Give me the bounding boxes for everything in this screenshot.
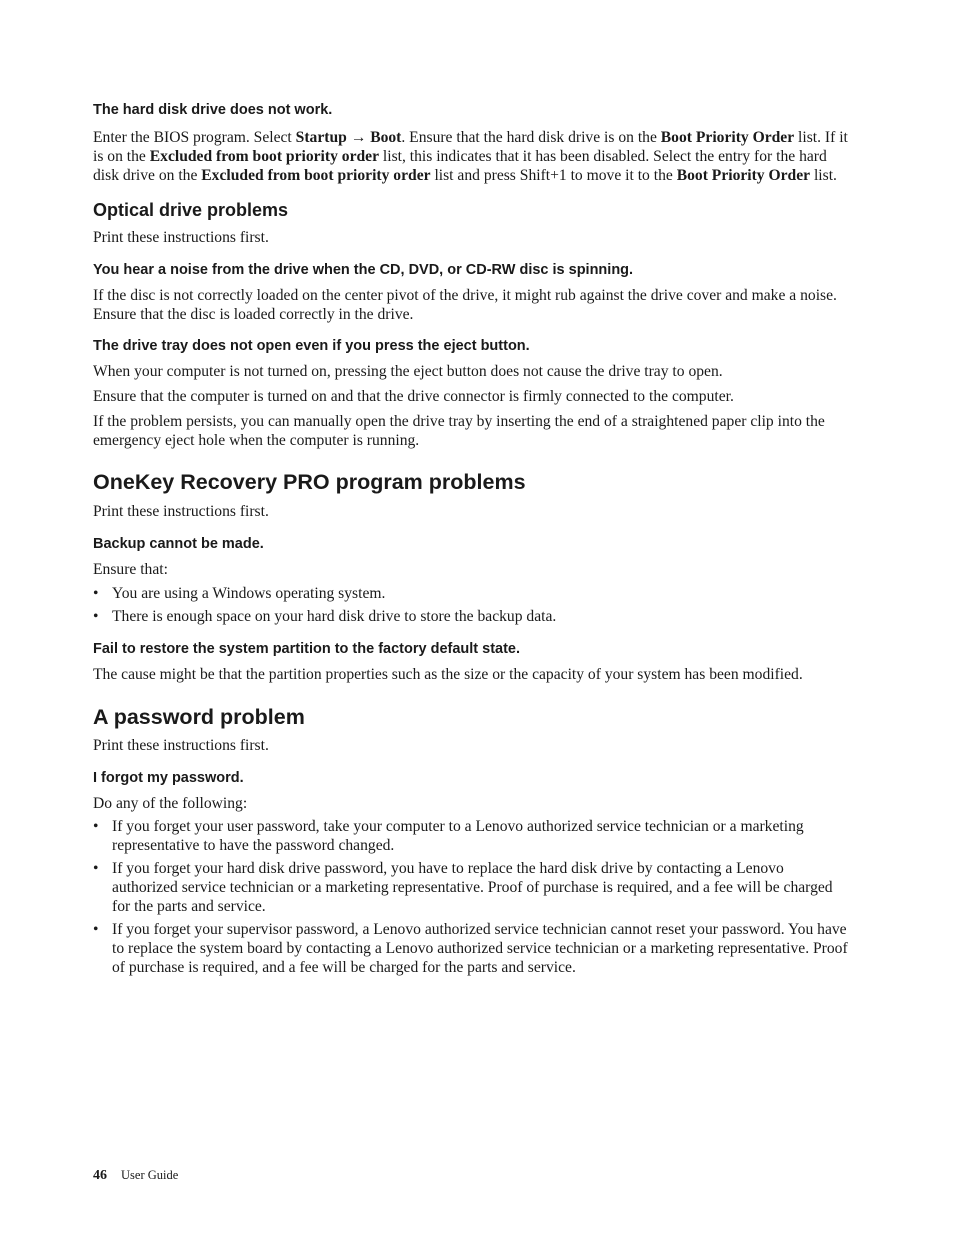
page-content xyxy=(93,101,849,977)
list-item: • There is enough space on your hard disk drive to store the backup data. xyxy=(93,608,557,625)
password-answer-forgot: Do any of the following: xyxy=(93,795,248,812)
page-number: 46 xyxy=(93,1168,107,1183)
onekey-answer-restore: The cause might be that the partition properties such as the size or the capacity of your system has been modified. xyxy=(93,666,803,683)
optical-intro: Print these instructions first. xyxy=(93,229,269,246)
hdd-heading: The hard disk drive does not work. xyxy=(93,102,333,118)
optical-answer-tray-3: If the problem persists, you can manually open the drive tray by inserting the end of a straightened paper clip into the emergency eject hole when the computer is running. xyxy=(93,413,825,449)
list-item: • If you forget your hard disk drive password, you have to replace the hard disk drive by contacting a Lenovo authorized service technician or a marketing representative. Proof of purchase is required, and a fee will be charged for the parts and service. xyxy=(93,860,833,915)
footer-guide-label: User Guide xyxy=(121,1168,179,1182)
onekey-answer-backup: Ensure that: xyxy=(93,561,168,578)
list-item: • You are using a Windows operating system. xyxy=(93,585,386,602)
password-section-title: A password problem xyxy=(93,705,305,729)
optical-answer-tray-2: Ensure that the computer is turned on and that the drive connector is firmly connected to the computer. xyxy=(93,388,734,405)
bullet-glyph: • xyxy=(93,585,99,602)
bullet-glyph: • xyxy=(93,608,99,625)
optical-answer-tray-1: When your computer is not turned on, pressing the eject button does not cause the drive tray to open. xyxy=(93,363,723,380)
optical-question-noise: You hear a noise from the drive when the CD, DVD, or CD-RW disc is spinning. xyxy=(93,262,634,278)
onekey-section-title: OneKey Recovery PRO program problems xyxy=(93,470,526,494)
onekey-question-backup: Backup cannot be made. xyxy=(93,536,264,552)
onekey-question-restore: Fail to restore the system partition to the factory default state. xyxy=(93,641,521,657)
password-intro: Print these instructions first. xyxy=(93,737,269,754)
onekey-intro: Print these instructions first. xyxy=(93,503,269,520)
password-bullet-list xyxy=(93,817,849,977)
list-item: • If you forget your user password, take your computer to a Lenovo authorized service technician or a marketing representative to have the password changed. xyxy=(93,818,804,854)
optical-answer-noise: If the disc is not correctly loaded on the center pivot of the drive, it might rub against the drive cover and make a noise. Ensure that the disc is loaded correctly in the drive. xyxy=(93,287,837,323)
password-question-forgot: I forgot my password. xyxy=(93,770,244,786)
bullet-glyph: • xyxy=(93,921,99,938)
onekey-bullet-list xyxy=(93,584,849,626)
bullet-glyph: • xyxy=(93,860,99,877)
list-item: • If you forget your supervisor password, a Lenovo authorized service technician cannot reset your password. You have to replace the system board by contacting a Lenovo authorized service technician or a marketing representative. Proof of purchase is required, and a fee will be charged for the parts and service. xyxy=(93,921,848,976)
optical-question-tray: The drive tray does not open even if you press the eject button. xyxy=(93,338,530,354)
hdd-paragraph: Enter the BIOS program. Select Startup → Boot. Ensure that the hard disk drive is on the Boot Priority Order list. If it is on the Excluded from boot priority order list, this indicates that it has been disabled. Select the entry for the hard disk drive on the Excluded from boot priority order list and press Shift+1 to move it to the Boot Priority Order list. xyxy=(93,129,848,184)
bullet-glyph: • xyxy=(93,818,99,835)
optical-section-title: Optical drive problems xyxy=(93,200,289,220)
page-footer xyxy=(93,1166,178,1184)
